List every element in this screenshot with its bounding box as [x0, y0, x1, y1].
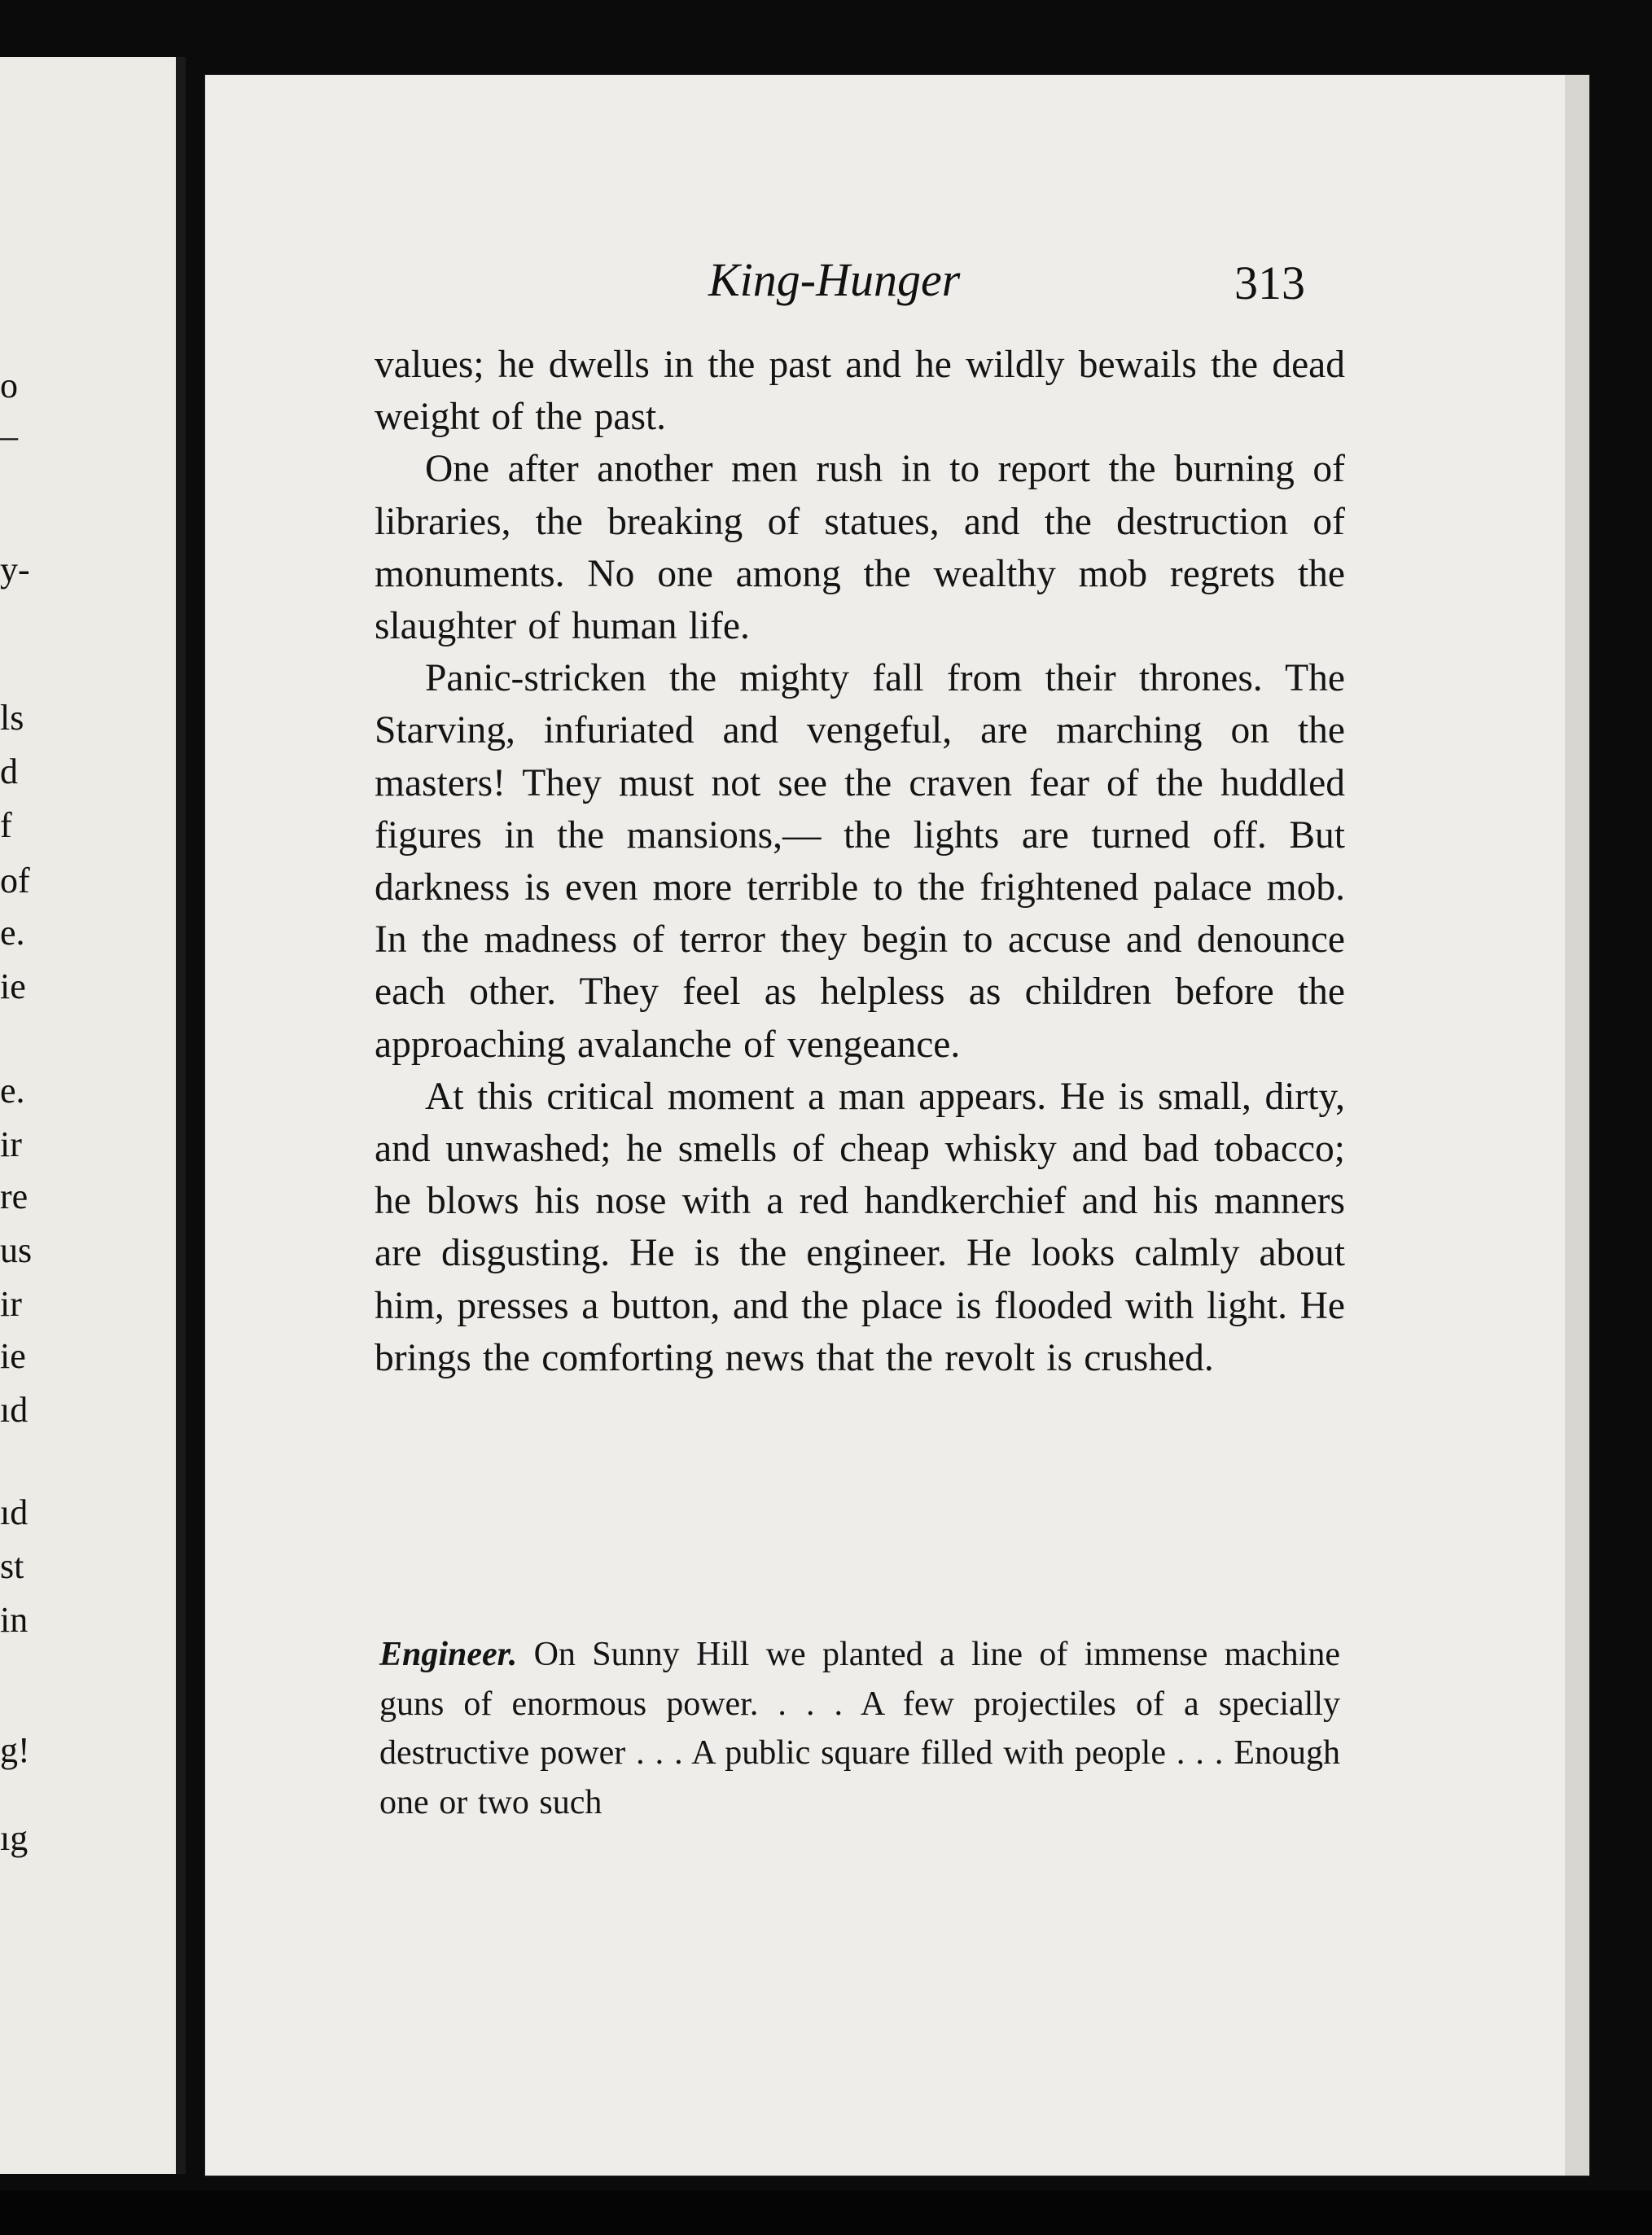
facing-page-fragment: y- [0, 550, 30, 589]
running-title: King-Hunger [708, 253, 961, 306]
dialogue-line [379, 1630, 1340, 1827]
facing-page-fragment: ie [0, 966, 26, 1006]
page-edge [1565, 75, 1589, 2176]
facing-page-fragment: re [0, 1177, 28, 1216]
facing-page-fragment: d [0, 752, 18, 791]
facing-page-fragment: ıd [0, 1492, 28, 1532]
paragraph: Panic-stricken the mighty fall from their thrones. The Starving, infuriated and vengeful, are marching on the masters! They must not see the craven fear of the huddled figures in the mansions,— the lights are turned off. But darkness is even more terrible to the frightened palace mob. In the madness of terror they begin to accuse and denounce each other. They feel as helpless as children before the approaching avalanche of vengeance. [375, 657, 1345, 1066]
book-page [205, 75, 1589, 2176]
facing-page-fragment: ıg [0, 1818, 28, 1858]
facing-page-fragment: ir [0, 1124, 22, 1164]
dialogue-text: On Sunny Hill we planted a line of immense machine guns of enormous power. . . . A few projectiles of a specially destructive power . . . A public square filled with people . . . Enough one or two such [379, 1636, 1340, 1821]
body-text [375, 339, 1345, 1384]
facing-page-fragment: us [0, 1230, 33, 1270]
paragraph: At this critical moment a man appears. He is small, dirty, and unwashed; he smells of cheap whisky and bad tobacco; he blows his nose with a red handkerchief and his manners are disgusting. He is the engineer. He looks calmly about him, presses a button, and the place is flooded with light. He brings the comforting news that the revolt is crushed. [375, 1075, 1345, 1379]
facing-page [0, 57, 186, 2174]
facing-page-fragment: st [0, 1546, 24, 1586]
facing-page-fragment: g! [0, 1730, 30, 1770]
facing-page-fragment: e. [0, 1071, 25, 1111]
page-number: 313 [1234, 256, 1305, 309]
book-spine [176, 57, 186, 2174]
facing-page-fragment: ie [0, 1336, 26, 1376]
facing-page-fragment: – [0, 416, 18, 456]
facing-page-fragment: in [0, 1600, 28, 1640]
facing-page-fragment: o [0, 366, 18, 405]
page-header [205, 252, 1589, 318]
paragraph: values; he dwells in the past and he wildly bewails the dead weight of the past. [375, 344, 1345, 439]
facing-page-fragment: e. [0, 913, 25, 953]
facing-page-fragment: f [0, 805, 12, 845]
facing-page-fragment: ıd [0, 1390, 28, 1430]
paragraph: One after another men rush in to report the burning of libraries, the breaking of statues, and the destruction of monuments. No one among the wealthy mob regrets the slaughter of human life. [375, 448, 1345, 648]
facing-page-fragment: of [0, 861, 30, 901]
scan-border [0, 2190, 1652, 2235]
dialogue-block [379, 1630, 1340, 1827]
facing-page-fragment: ir [0, 1284, 22, 1324]
speaker-name: Engineer. [379, 1636, 518, 1673]
facing-page-fragment: ls [0, 698, 24, 738]
